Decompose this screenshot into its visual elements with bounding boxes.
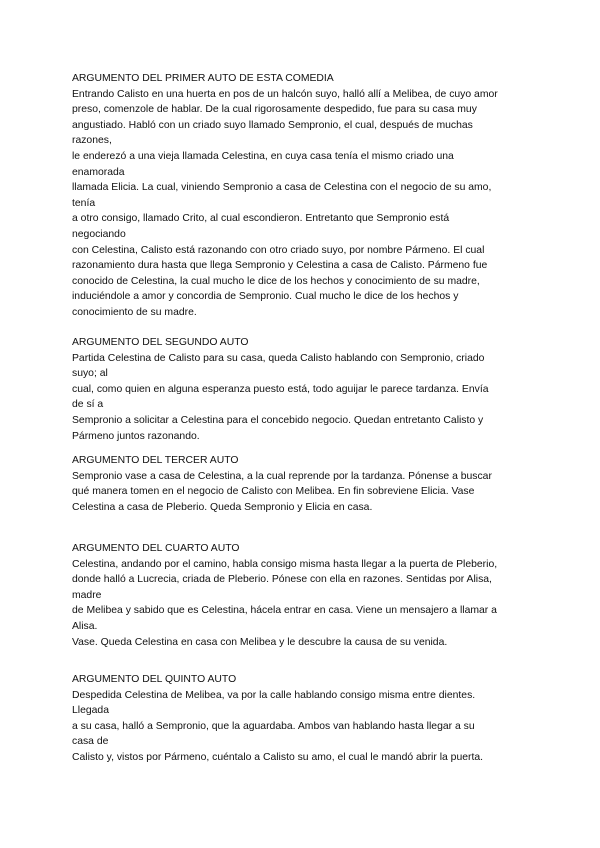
text-line: cual, como quien en alguna esperanza puesto está, todo aguijar le parece tardanza. Envía bbox=[72, 383, 489, 395]
text-line: qué manera tomen en el negocio de Calisto con Melibea. En fin sobreviene Elicia. Vase bbox=[72, 486, 475, 498]
section-heading: ARGUMENTO DEL TERCER AUTO bbox=[72, 455, 239, 466]
text-line: donde halló a Lucrecia, criada de Pleberio. Pónese con ella en razones. Sentidas por Alisa, bbox=[72, 574, 492, 586]
text-line: Celestina a casa de Pleberio. Queda Sempronio y Elicia en casa. bbox=[72, 501, 373, 513]
text-line: enamorada bbox=[72, 166, 125, 178]
text-line: Partida Celestina de Calisto para su casa, queda Calisto hablando con Sempronio, criado bbox=[72, 352, 485, 364]
text-line: Sempronio vase a casa de Celestina, a la cual reprende por la tardanza. Pónense a buscar bbox=[72, 470, 492, 482]
text-line: conocimiento de su madre. bbox=[72, 306, 197, 318]
text-line: a su casa, halló a Sempronio, que la aguardaba. Ambos van hablando hasta llegar a su bbox=[72, 720, 475, 732]
section-heading: ARGUMENTO DEL SEGUNDO AUTO bbox=[72, 337, 249, 348]
text-line: casa de bbox=[72, 736, 109, 748]
text-line: preso, comenzole de hablar. De la cual rigorosamente despedido, fue para su casa muy bbox=[72, 104, 477, 116]
text-line: Sempronio a solicitar a Celestina para el concebido negocio. Quedan entretanto Calisto y bbox=[72, 414, 484, 426]
section-cuarto-auto bbox=[72, 541, 542, 650]
text-line: induciéndole a amor y concordia de Sempronio. Cual mucho le dice de los hechos y bbox=[72, 291, 459, 303]
text-line: le enderezó a una vieja llamada Celestina, en cuya casa tenía el mismo criado una bbox=[72, 150, 454, 162]
text-line: de Melibea y sabido que es Celestina, hácela entrar en casa. Viene un mensajero a llamar a bbox=[72, 605, 497, 617]
text-line: Llegada bbox=[72, 705, 109, 717]
section-segundo-auto bbox=[72, 335, 542, 444]
text-line: madre bbox=[72, 589, 102, 601]
text-line: Celestina, andando por el camino, habla consigo misma hasta llegar a la puerta de Pleberio, bbox=[72, 558, 498, 570]
text-line: llamada Elicia. La cual, viniendo Sempronio a casa de Celestina con el negocio de su amo, bbox=[72, 182, 492, 194]
text-line: suyo; al bbox=[72, 368, 108, 380]
text-line: razonamiento dura hasta que llega Sempronio y Celestina a casa de Calisto. Pármeno fue bbox=[72, 260, 488, 272]
text-line: razones, bbox=[72, 135, 112, 147]
section-heading: ARGUMENTO DEL QUINTO AUTO bbox=[72, 674, 237, 685]
text-line: Calisto y, vistos por Pármeno, cuéntalo a Calisto su amo, el cual le mandó abrir la puerta. bbox=[72, 751, 484, 763]
text-line: de sí a bbox=[72, 399, 104, 411]
text-line: Alisa. bbox=[72, 620, 98, 632]
text-line: Entrando Calisto en una huerta en pos de un halcón suyo, halló allí a Melibea, de cuyo amor bbox=[72, 88, 498, 100]
section-quinto-auto bbox=[72, 672, 542, 766]
section-primer-auto bbox=[72, 71, 542, 321]
text-line: negociando bbox=[72, 228, 126, 240]
section-tercer-auto bbox=[72, 453, 542, 515]
text-line: a otro consigo, llamado Crito, al cual escondieron. Entretanto que Sempronio está bbox=[72, 213, 450, 225]
text-line: tenía bbox=[72, 197, 96, 209]
text-line: Vase. Queda Celestina en casa con Melibea y le descubre la causa de su venida. bbox=[72, 636, 448, 648]
text-line: Despedida Celestina de Melibea, va por la calle hablando consigo misma entre dientes. bbox=[72, 689, 476, 701]
text-line: con Celestina, Calisto está razonando con otro criado suyo, por nombre Pármeno. El cual bbox=[72, 244, 485, 256]
text-line: conocido de Celestina, la cual mucho le dice de los hechos y conocimiento de su madre, bbox=[72, 275, 480, 287]
text-line: Pármeno juntos razonando. bbox=[72, 430, 200, 442]
text-line: angustiado. Habló con un criado suyo llamado Sempronio, el cual, después de muchas bbox=[72, 119, 473, 131]
section-heading: ARGUMENTO DEL CUARTO AUTO bbox=[72, 543, 240, 554]
section-heading: ARGUMENTO DEL PRIMER AUTO DE ESTA COMEDIA bbox=[72, 73, 334, 84]
